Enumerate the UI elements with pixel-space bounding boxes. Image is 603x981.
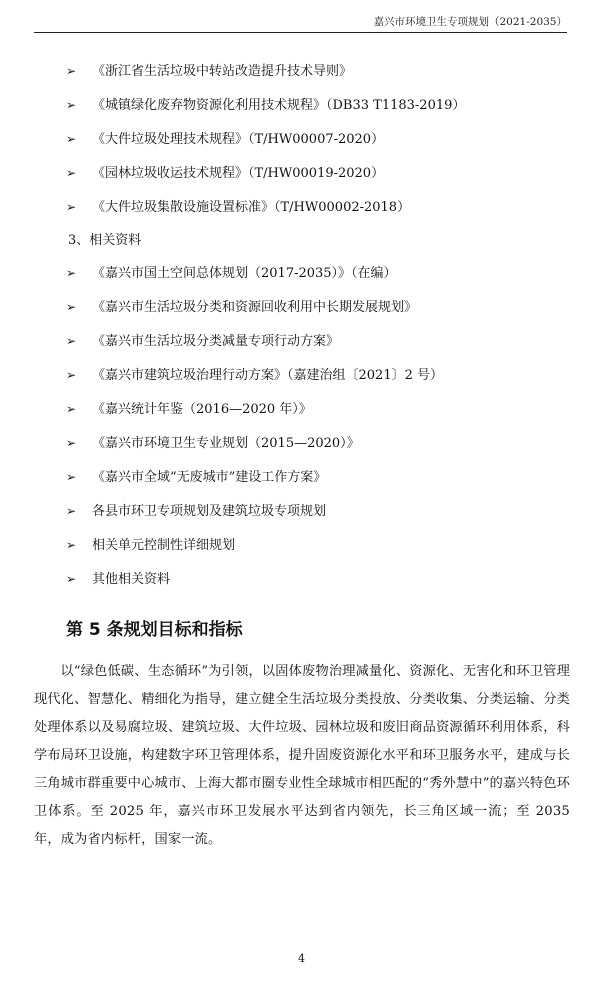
header-title: 嘉兴市环境卫生专项规划（2021-2035） (373, 16, 567, 28)
bullet-arrow-icon: ➢ (66, 538, 77, 552)
list-item: ➢ 《大件垃圾集散设施设置标准》（T/HW00002-2018） (66, 200, 411, 215)
bullet-arrow-icon: ➢ (66, 572, 77, 586)
page-number: 4 (298, 952, 305, 965)
list-item: ➢ 《嘉兴市建筑垃圾治理行动方案》（嘉建治组〔2021〕2 号） (66, 368, 443, 383)
list-item: ➢ 《浙江省生活垃圾中转站改造提升技术导则》 (66, 64, 353, 79)
bullet-arrow-icon: ➢ (66, 98, 77, 112)
subsection-heading: 3、相关资料 (68, 233, 142, 248)
bullet-arrow-icon: ➢ (66, 334, 77, 348)
list-item: ➢ 《嘉兴市全域“无废城市”建设工作方案》 (66, 470, 327, 485)
list-item: ➢ 《嘉兴市国土空间总体规划（2017-2035）》（在编） (66, 266, 397, 281)
bullet-arrow-icon: ➢ (66, 504, 77, 518)
body-paragraph: 以“绿色低碳、生态循环”为引领，以固体废物治理减量化、资源化、无害化和环卫管理现代化、智慧化、精细化为指导，建立健全生活垃圾分类投放、分类收集、分类运输、分类处理体系以及易腐垃圾、建筑垃圾、大件垃圾、园林垃圾和废旧商品资源循环利用体系，科学布局环卫设施，构建数字环卫管理体系，提升固废资源化水平和环卫服务水平，建成与长三角城市群重要中心城市、上海大都市圈专业性全球城市相匹配的“秀外慧中”的嘉兴特色环卫体系。至 2025 年，嘉兴市环卫发展水平达到省内领先，长三角区域一流；至 2035 年，成为省内标杆，国家一流。 (34, 664, 570, 847)
bullet-arrow-icon: ➢ (66, 64, 77, 78)
list-item: ➢ 《嘉兴统计年鉴（2016—2020 年）》 (66, 402, 312, 417)
section-title: 第 5 条规划目标和指标 (66, 620, 243, 640)
list-item: ➢ 其他相关资料 (66, 572, 171, 587)
list-item: ➢ 《嘉兴市生活垃圾分类减量专项行动方案》 (66, 334, 340, 349)
list-item: ➢ 《嘉兴市环境卫生专业规划（2015—2020）》 (66, 436, 360, 451)
list-item: ➢ 《城镇绿化废弃物资源化利用技术规程》（DB33 T1183-2019） (66, 98, 466, 113)
bullet-arrow-icon: ➢ (66, 300, 77, 314)
bullet-arrow-icon: ➢ (66, 200, 77, 214)
bullet-arrow-icon: ➢ (66, 166, 77, 180)
list-item: ➢ 各县市环卫专项规划及建筑垃圾专项规划 (66, 504, 327, 519)
bullet-arrow-icon: ➢ (66, 368, 77, 382)
bullet-arrow-icon: ➢ (66, 266, 77, 280)
bullet-arrow-icon: ➢ (66, 470, 77, 484)
list-item: ➢ 《园林垃圾收运技术规程》（T/HW00019-2020） (66, 166, 385, 181)
list-item: ➢ 相关单元控制性详细规划 (66, 538, 236, 553)
bullet-arrow-icon: ➢ (66, 402, 77, 416)
page-header (34, 10, 567, 33)
list-item: ➢ 《嘉兴市生活垃圾分类和资源回收利用中长期发展规划》 (66, 300, 418, 315)
list-item: ➢ 《大件垃圾处理技术规程》（T/HW00007-2020） (66, 132, 385, 147)
bullet-arrow-icon: ➢ (66, 132, 77, 146)
bullet-arrow-icon: ➢ (66, 436, 77, 450)
